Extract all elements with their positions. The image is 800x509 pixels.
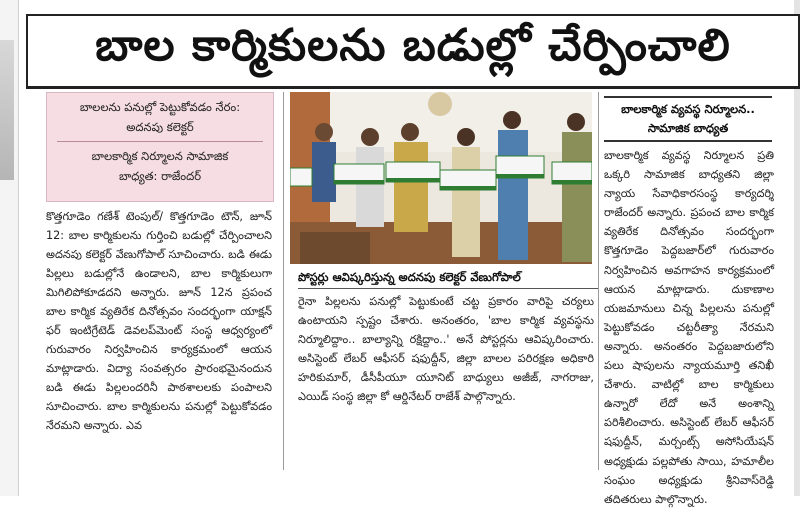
highlight-line-3: బాలకార్మిక నిర్మూలన సామాజిక [91, 149, 229, 163]
column-divider-right [598, 92, 599, 470]
article-column-1: కొత్తగూడెం గణేశ్ టెంపుల్/ కొత్తగూడెం టౌన్, జూన్ 12: బాల కార్మికులను గుర్తించి బడుల్లో చేర్పించాలని అదనపు కలెక్టర్ వేణుగోపాల్ సూచించారు. బడి ఈడు పిల్లలు బడుల్లోనే ఉండాలని, బాల కార్మికులుగా మిగిలిపోకూడదని అన్నారు. జూన్ 12న ప్రపంచ బాల కార్మిక వ్యతిరేక దినోత్సవం సందర్భంగా యాక్షన్ ఫర్ ఇంటిగ్రేటెడ్ డెవలప్‌మెంట్ సంస్థ ఆధ్వర్యంలో గురువారం నిర్వహించిన కార్యక్రమంలో ఆయన మాట్లాడారు. విద్యా సంవత్సరం ప్రారంభమైనందున బడి ఈడు పిల్లలందరినీ పాఠశాలలకు పంపాలని సూచించారు. బాల కార్మికులను పనుల్లో పెట్టుకోవడం నేరమని అన్నారు. ఎవ [46, 210, 272, 432]
adjacent-photo [0, 40, 14, 180]
highlight-line-4: బాధ్యత: రాజేందర్ [118, 169, 202, 183]
highlight-box [46, 92, 274, 202]
adjacent-article-strip [0, 0, 19, 496]
article-column-3: బాలకార్మిక వ్యవస్థ నిర్మూలన ప్రతి ఒక్కరి సామాజిక బాధ్యతని జిల్లా న్యాయ సేవాధికారసంస్థ కార్యదర్శి రాజేందర్ అన్నారు. ప్రపంచ బాల కార్మిక వ్యతిరేక దినోత్సవం సందర్భంగా కొత్తగూడెం పెద్దబజార్‌లో గురువారం నిర్వహించిన అవగాహన కార్యక్రమంలో ఆయన మాట్లాడారు. దుకాణాల యజమానులు చిన్న పిల్లలను పనుల్లో పెట్టుకోవడం చట్టరీత్యా నేరమని అన్నారు. అనంతరం పెద్దబజారులోని పలు షాపులను న్యాయమూర్తి తనిఖీ చేశారు. వాటిల్లో బాల కార్మికులు ఉన్నారో లేదో అనే అంశాన్ని పరిశీలించారు. అసిస్టెంట్ లేబర్ ఆఫీసర్ షఫుద్దీన్, మర్చంట్స్ అసోసియేషన్ అధ్యక్షుడు పల్లపోతు సాయి, హమాలీల సంఘం అధ్యక్షుడు శ్రీనివాస్‌రెడ్డి తదితరులు పాల్గొన్నారు. [604, 149, 774, 506]
headline-box [26, 14, 800, 89]
photo-illustration [290, 92, 592, 264]
sub-article-heading: బాలకార్మిక వ్యవస్థ నిర్మూలన.. సామాజిక బాధ్యత [604, 96, 772, 142]
column-divider [283, 92, 284, 470]
highlight-divider [57, 141, 263, 142]
photo-caption: పోస్టర్లు ఆవిష్కరిస్తున్న అదనపు కలెక్టర్ వేణుగోపాల్ [298, 266, 598, 289]
highlight-line-1: బాలలను పనుల్లో పెట్టుకోవడం నేరం: [79, 100, 241, 114]
article-column-2: రైనా పిల్లలను పనుల్లో పెట్టుకుంటే చట్ట ప్రకారం వారిపై చర్యలు ఉంటాయని స్పష్టం చేశారు. అనంతరం, 'బాల కార్మిక వ్యవస్థను నిర్మూలిద్దాం.. బాల్యాన్ని రక్షిద్దాం..' అనే పోస్టర్లను ఆవిష్కరించారు. అసిస్టెంట్ లేబర్ ఆఫీసర్ షఫుద్దీన్, జిల్లా బాలల పరిరక్షణ అధికారి హరికుమార్, డీసీపీయూ యూనిట్ బాధ్యులు అజీజ్, నాగరాజు, ఎయిడ్ సంస్థ జిల్లా కో ఆర్డినేటర్ రాజేశ్ పాల్గొన్నారు. [298, 295, 594, 403]
headline: బాల కార్మికులను బడుల్లో చేర్పించాలి [95, 20, 731, 71]
highlight-line-2: అదనపు కలెక్టర్ [126, 120, 194, 134]
event-photo [290, 92, 592, 264]
